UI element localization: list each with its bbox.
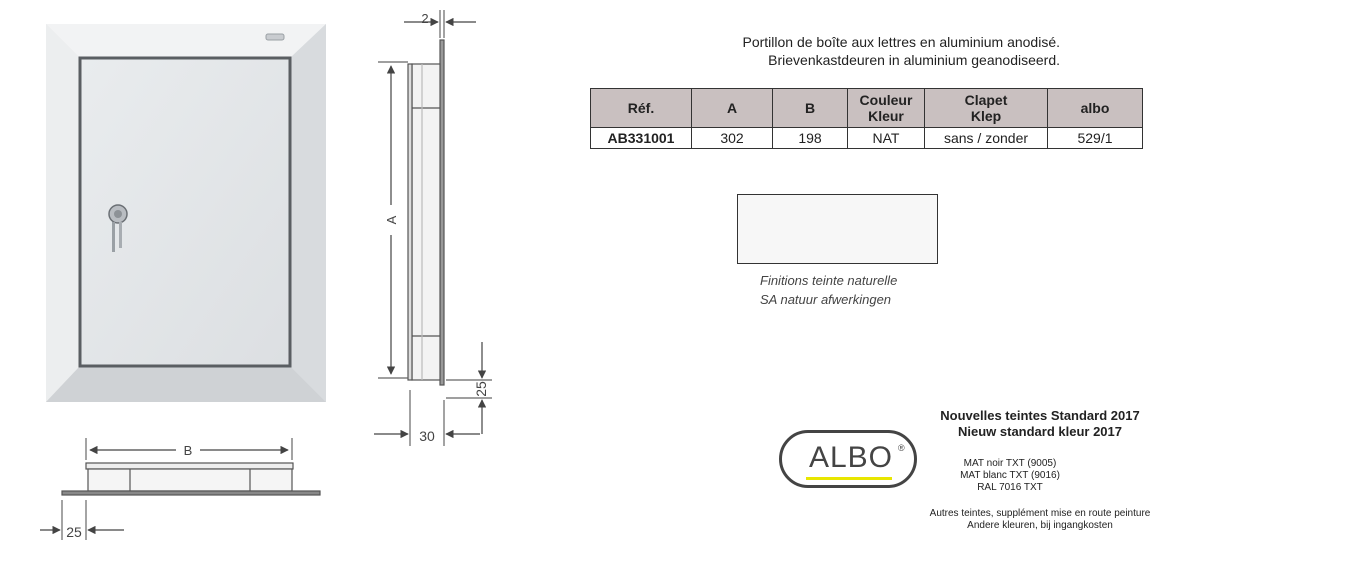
finish-caption-nl: SA natuur afwerkingen bbox=[760, 292, 892, 307]
logo-accent-bar bbox=[806, 477, 892, 480]
finish-swatch bbox=[737, 194, 938, 264]
registered-icon: ® bbox=[898, 443, 905, 453]
dim-side-offset-label: 25 bbox=[66, 524, 82, 540]
logo-text: ALBO bbox=[808, 441, 894, 474]
door-side-section bbox=[374, 10, 492, 446]
other-colors-note bbox=[900, 508, 1180, 532]
table-row bbox=[591, 128, 1143, 149]
spec-header-row bbox=[591, 89, 1143, 128]
standard-title-nl: Nieuw standard kleur 2017 bbox=[957, 424, 1122, 439]
header-flap: Clapet Klep bbox=[925, 89, 1048, 128]
list-item: MAT blanc TXT (9016) bbox=[960, 470, 1060, 481]
dim-depth-label: 30 bbox=[419, 428, 435, 444]
header-a: A bbox=[692, 89, 773, 128]
finish-caption-fr: Finitions teinte naturelle bbox=[760, 273, 898, 288]
note-fr: Autres teintes, supplément mise en route peinture bbox=[929, 508, 1151, 519]
standard-colors-title bbox=[900, 408, 1180, 440]
cell-ref: AB331001 bbox=[591, 128, 692, 149]
albo-logo bbox=[779, 430, 917, 488]
cell-color: NAT bbox=[848, 128, 925, 149]
title-nl: Brievenkastdeuren in aluminium geanodiseerd. bbox=[768, 52, 1060, 68]
product-title bbox=[540, 33, 1060, 69]
standard-colors-list bbox=[940, 458, 1080, 494]
dim-thickness-label: 2 bbox=[421, 11, 429, 26]
title-fr: Portillon de boîte aux lettres en aluminium anodisé. bbox=[742, 34, 1060, 50]
header-albo: albo bbox=[1048, 89, 1143, 128]
dim-bottom-offset-label: 25 bbox=[473, 381, 489, 397]
finish-caption bbox=[760, 271, 897, 309]
header-color: Couleur Kleur bbox=[848, 89, 925, 128]
header-b: B bbox=[773, 89, 848, 128]
dim-height-label: A bbox=[384, 215, 399, 225]
list-item: MAT noir TXT (9005) bbox=[963, 458, 1057, 469]
spec-table bbox=[590, 88, 1143, 149]
door-front-view bbox=[46, 24, 326, 402]
dim-width-label: B bbox=[183, 443, 193, 458]
list-item: RAL 7016 TXT bbox=[977, 482, 1043, 493]
standard-title-fr: Nouvelles teintes Standard 2017 bbox=[940, 408, 1140, 423]
cell-albo: 529/1 bbox=[1048, 128, 1143, 149]
header-ref: Réf. bbox=[591, 89, 692, 128]
cell-b: 198 bbox=[773, 128, 848, 149]
cell-flap: sans / zonder bbox=[925, 128, 1048, 149]
cell-a: 302 bbox=[692, 128, 773, 149]
door-bottom-section bbox=[40, 438, 320, 540]
note-nl: Andere kleuren, bij ingangkosten bbox=[967, 520, 1113, 531]
